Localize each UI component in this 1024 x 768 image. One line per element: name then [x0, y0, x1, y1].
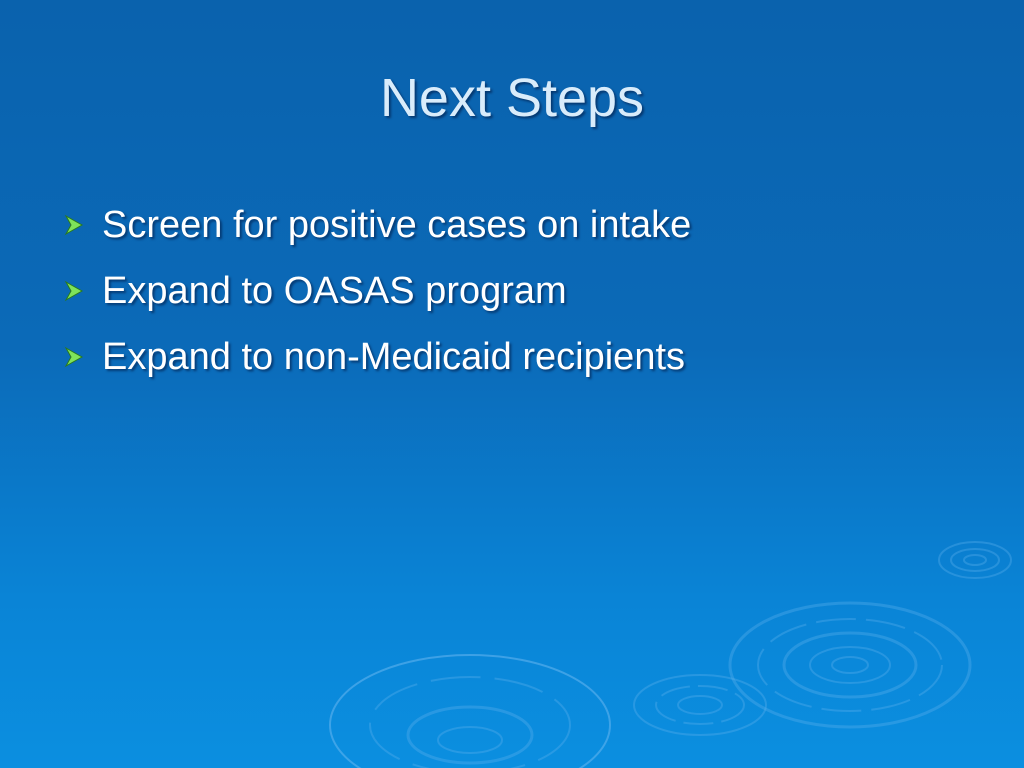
arrowhead-bullet-icon: [62, 345, 102, 369]
bullet-list: [62, 192, 691, 390]
bullet-text: Screen for positive cases on intake: [102, 203, 692, 246]
bullet-text: Expand to non-Medicaid recipients: [102, 335, 686, 378]
bullet-item: [62, 258, 691, 324]
ripple-small: [939, 542, 1011, 578]
arrowhead-bullet-icon: [62, 279, 102, 303]
ripple-bottom: [330, 655, 610, 768]
bullet-text: Expand to OASAS program: [102, 269, 567, 312]
bullet-item: [62, 192, 691, 258]
ripple-medium: [634, 675, 766, 735]
arrowhead-bullet-icon: [62, 213, 102, 237]
slide-title: Next Steps: [379, 68, 645, 128]
bullet-item: [62, 324, 691, 390]
